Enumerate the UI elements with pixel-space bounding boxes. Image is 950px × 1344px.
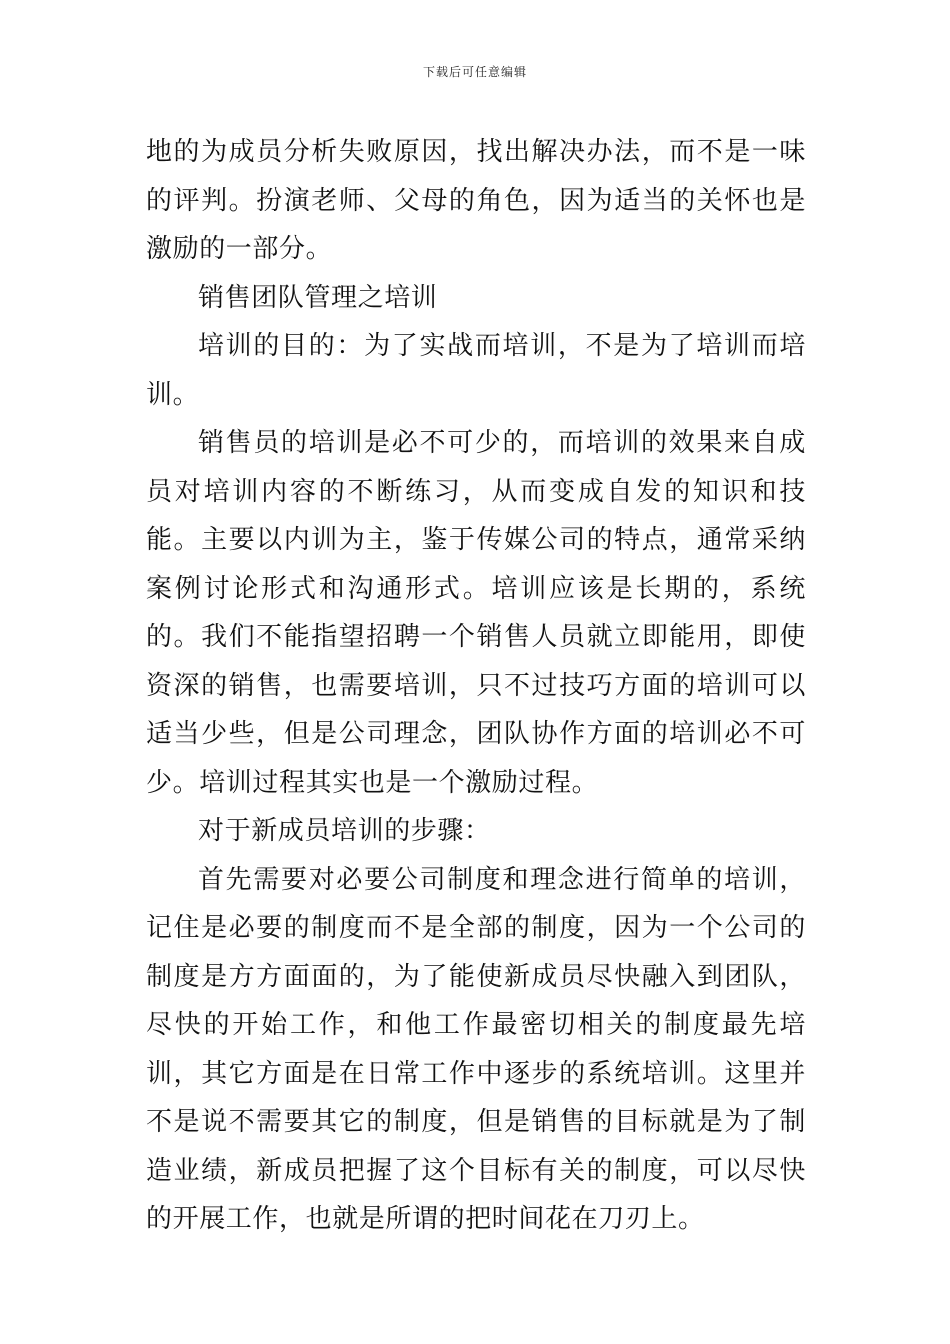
paragraph-new-member-steps-heading: 对于新成员培训的步骤： — [198, 816, 491, 846]
page-header: 下载后可任意编辑 — [422, 65, 527, 79]
paragraph-training-purpose: 培训的目的：为了实战而培训，不是为了培训而培训。 — [146, 331, 806, 410]
paragraph-new-member-steps: 首先需要对必要公司制度和理念进行简单的培训，记住是必要的制度而不是全部的制度，因为一个公司的制度是方方面面的，为了能使新成员尽快融入到团队，尽快的开始工作，和他工作最密切相关的制度最先培训，其它方面是在日常工作中逐步的系统培训。这里并不是说不需要其它的制度，但是销售的目标就是为了制造业绩，新成员把握了这个目标有关的制度，可以尽快的开展工作，也就是所谓的把时间花在刀刃上。 — [146, 864, 806, 1234]
document-body — [146, 128, 806, 1244]
paragraph-continuation: 地的为成员分析失败原因，找出解决办法，而不是一味的评判。扮演老师、父母的角色，因为适当的关怀也是激励的一部分。 — [146, 137, 806, 264]
section-heading: 销售团队管理之培训 — [198, 282, 438, 313]
paragraph-training-overview: 销售员的培训是必不可少的，而培训的效果来自成员对培训内容的不断练习，从而变成自发的知识和技能。主要以内训为主，鉴于传媒公司的特点，通常采纳案例讨论形式和沟通形式。培训应该是长期的，系统的。我们不能指望招聘一个销售人员就立即能用，即使资深的销售，也需要培训，只不过技巧方面的培训可以适当少些，但是公司理念，团队协作方面的培训必不可少。培训过程其实也是一个激励过程。 — [146, 428, 806, 798]
